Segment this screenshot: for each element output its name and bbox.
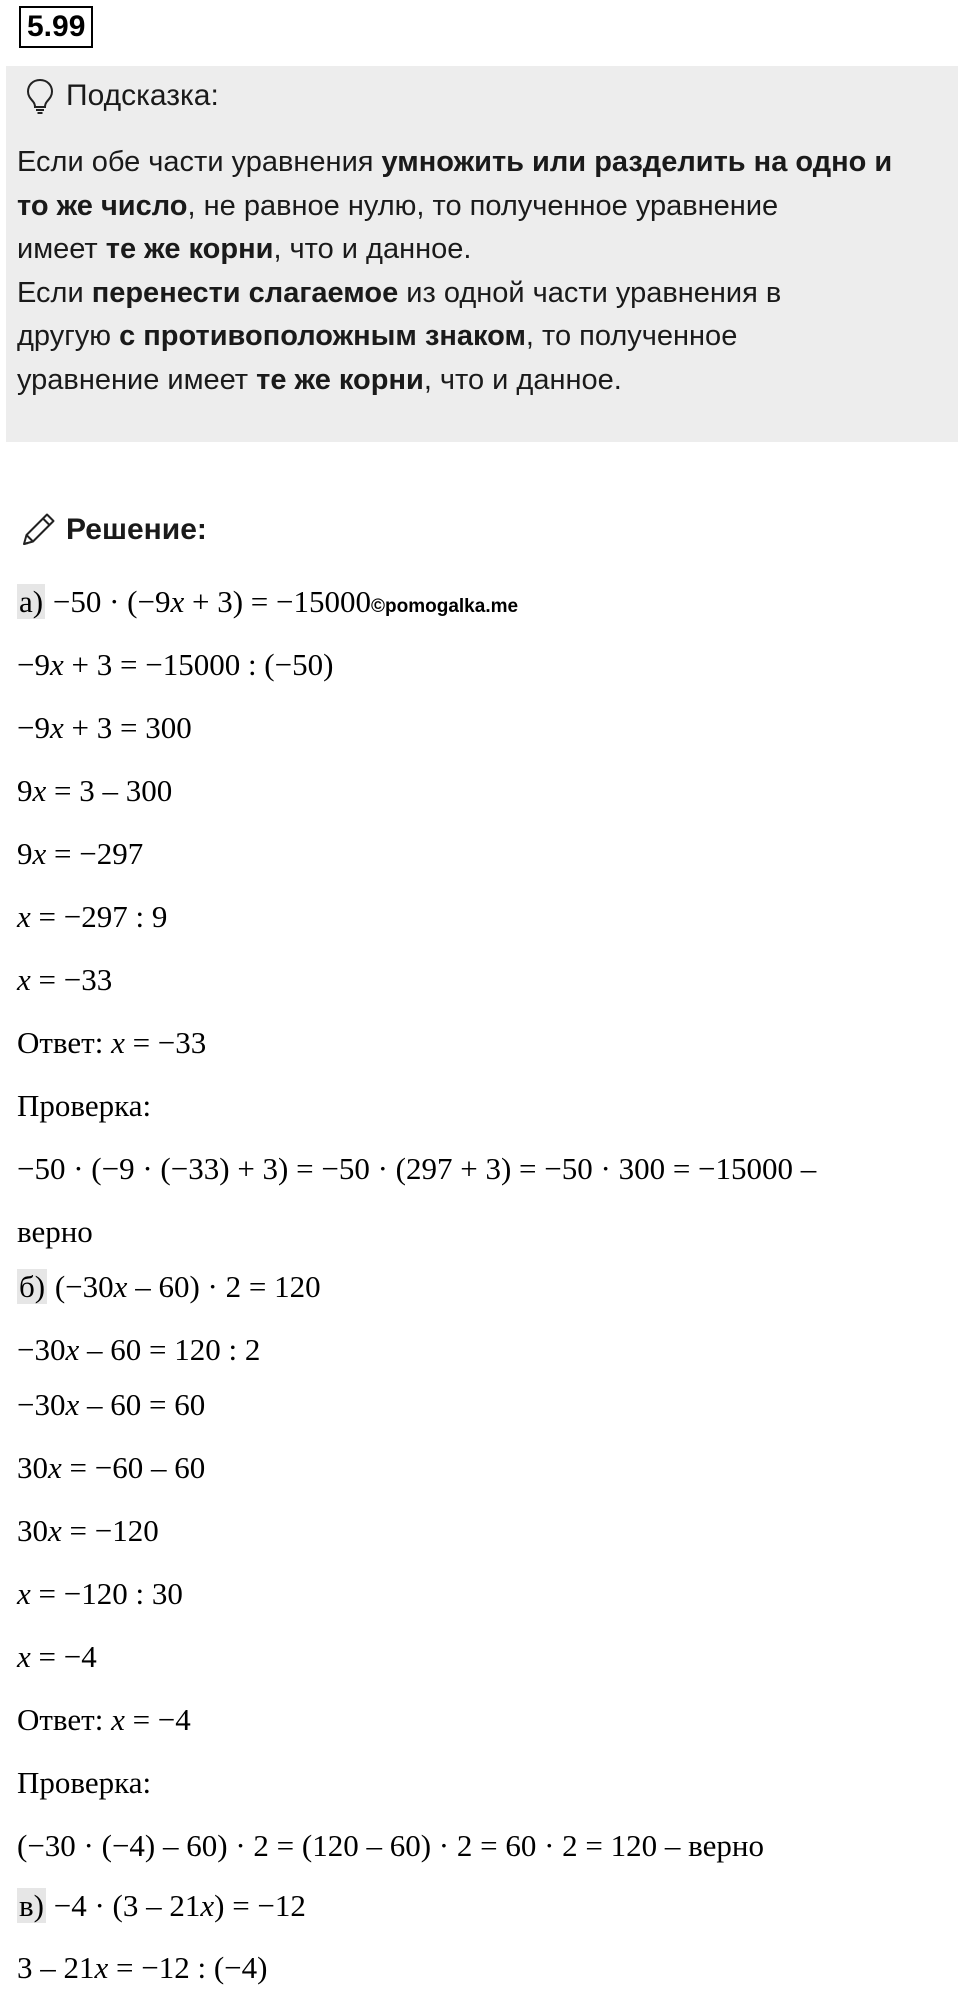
pencil-icon (18, 510, 58, 550)
equation-line (17, 1267, 321, 1307)
variable: x (17, 899, 31, 934)
equation-line (17, 771, 172, 811)
equation-text: = −4 (124, 1702, 191, 1737)
equation-text: −9 (17, 647, 50, 682)
equation-text: (−30 (47, 1269, 114, 1304)
equation-line (17, 1511, 159, 1551)
equation-text: + 3 = −15000 : (−50) (63, 647, 334, 682)
check-line: верно (17, 1214, 93, 1249)
variable: x (48, 1450, 62, 1485)
equation-line (17, 1574, 183, 1614)
equation-text: = −120 (61, 1513, 159, 1548)
hint-text-run: , не равное нулю, то полученное уравнение (187, 189, 779, 222)
equation-text: + 3) = −15000 (184, 584, 372, 619)
equation-text: = −120 : 30 (30, 1576, 183, 1611)
equation-text: = −33 (30, 962, 113, 997)
check-label: Проверка: (17, 1765, 152, 1800)
variable: x (65, 1387, 80, 1422)
variable: x (65, 1332, 80, 1367)
equation-text: – 60 = 60 (79, 1387, 206, 1422)
equation-line (17, 1637, 97, 1677)
hint-text-run: уравнение имеет (17, 363, 257, 396)
equation-line (17, 897, 167, 937)
lightbulb-icon (26, 78, 54, 114)
part-label-a: а) (19, 584, 44, 619)
equation-text: 30 (17, 1513, 48, 1548)
equation-text: + 3 = 300 (63, 710, 192, 745)
equation-text: −50 · (−9 (45, 584, 171, 619)
hint-line (17, 141, 952, 185)
equation-text: −4 · (3 – 21 (45, 1888, 201, 1923)
equation-text: 3 – 21 (17, 1950, 95, 1985)
hint-title: Подсказка: (66, 79, 219, 112)
task-number: 5.99 (19, 6, 93, 48)
hint-bold-run: те же корни (105, 233, 274, 265)
variable: x (94, 1950, 109, 1985)
answer-line (17, 1700, 191, 1740)
solution-title: Решение: (66, 513, 207, 546)
equation-text: = −60 – 60 (61, 1450, 206, 1485)
variable: x (17, 1576, 31, 1611)
equation-line (17, 1886, 306, 1926)
hint-header (26, 76, 219, 116)
variable: x (49, 710, 64, 745)
watermark: ©pomogalka.me (371, 596, 519, 617)
equation-text: = 3 – 300 (46, 773, 173, 808)
variable: x (49, 647, 64, 682)
equation-text: 9 (17, 836, 33, 871)
equation-text: −9 (17, 710, 50, 745)
equation-line (17, 1948, 267, 1988)
variable: x (32, 836, 47, 871)
equation-line (17, 834, 143, 874)
equation-line (17, 708, 192, 748)
hint-text-run: другую (17, 320, 120, 352)
variable: x (32, 773, 47, 808)
hint-line (17, 315, 952, 359)
equation-text: = −12 : (−4) (108, 1950, 268, 1985)
equation-line (17, 1385, 205, 1425)
solution-header (18, 508, 207, 552)
equation-text: −30 (17, 1332, 66, 1367)
hint-box (6, 66, 958, 442)
hint-bold-run: то же число (17, 189, 188, 222)
hint-text-run: Если (17, 276, 92, 309)
equation-text: 9 (17, 773, 33, 808)
equation-text: = −297 : 9 (30, 899, 168, 934)
check-line: (−30 · (−4) – 60) · 2 = (120 – 60) · 2 = 60 · 2 = 120 – верно (17, 1828, 764, 1863)
hint-text-run: из одной части уравнения в (398, 276, 782, 309)
equation-text: – 60) · 2 = 120 (127, 1269, 321, 1304)
equation-line (17, 1448, 205, 1488)
equation-line (17, 1330, 260, 1370)
hint-bold-run: те же корни (256, 363, 424, 396)
hint-line (17, 272, 952, 316)
variable: x (17, 962, 31, 997)
answer-label: Ответ: (17, 1025, 112, 1060)
variable: x (170, 584, 185, 619)
variable: x (48, 1513, 62, 1548)
hint-text-run: , что и данное. (423, 363, 622, 396)
check-label: Проверка: (17, 1088, 152, 1123)
equation-text: 30 (17, 1450, 48, 1485)
answer-line (17, 1023, 206, 1063)
variable: x (17, 1639, 31, 1674)
equation-line (17, 960, 112, 1000)
part-label-c: в) (19, 1888, 44, 1923)
equation-text: −30 (17, 1387, 66, 1422)
variable: x (200, 1888, 215, 1923)
equation-text: = −4 (30, 1639, 97, 1674)
hint-text-run: , что и данное. (273, 233, 472, 265)
answer-label: Ответ: (17, 1702, 112, 1737)
hint-text-run: имеет (17, 233, 106, 265)
hint-bold-run: перенести слагаемое (91, 276, 399, 309)
equation-text: – 60 = 120 : 2 (79, 1332, 261, 1367)
variable: x (111, 1702, 125, 1737)
equation-line (17, 645, 333, 685)
hint-text-run: Если обе части уравнения (17, 146, 382, 178)
hint-line (17, 359, 952, 403)
hint-bold-run: с противоположным знаком (119, 320, 526, 352)
hint-line (17, 228, 952, 272)
check-line: −50 · (−9 · (−33) + 3) = −50 · (297 + 3) = −50 · 300 = −15000 – (17, 1151, 817, 1186)
variable: x (111, 1025, 125, 1060)
part-label-b: б) (19, 1269, 46, 1304)
variable: x (113, 1269, 128, 1304)
hint-line (17, 185, 952, 229)
equation-text: = −33 (124, 1025, 207, 1060)
hint-bold-run: умножить или разделить на одно и (381, 146, 893, 178)
equation-line (17, 582, 518, 627)
hint-text-run: , то полученное (525, 320, 738, 352)
equation-text: ) = −12 (214, 1888, 306, 1923)
equation-text: = −297 (46, 836, 144, 871)
hint-text (17, 141, 952, 402)
